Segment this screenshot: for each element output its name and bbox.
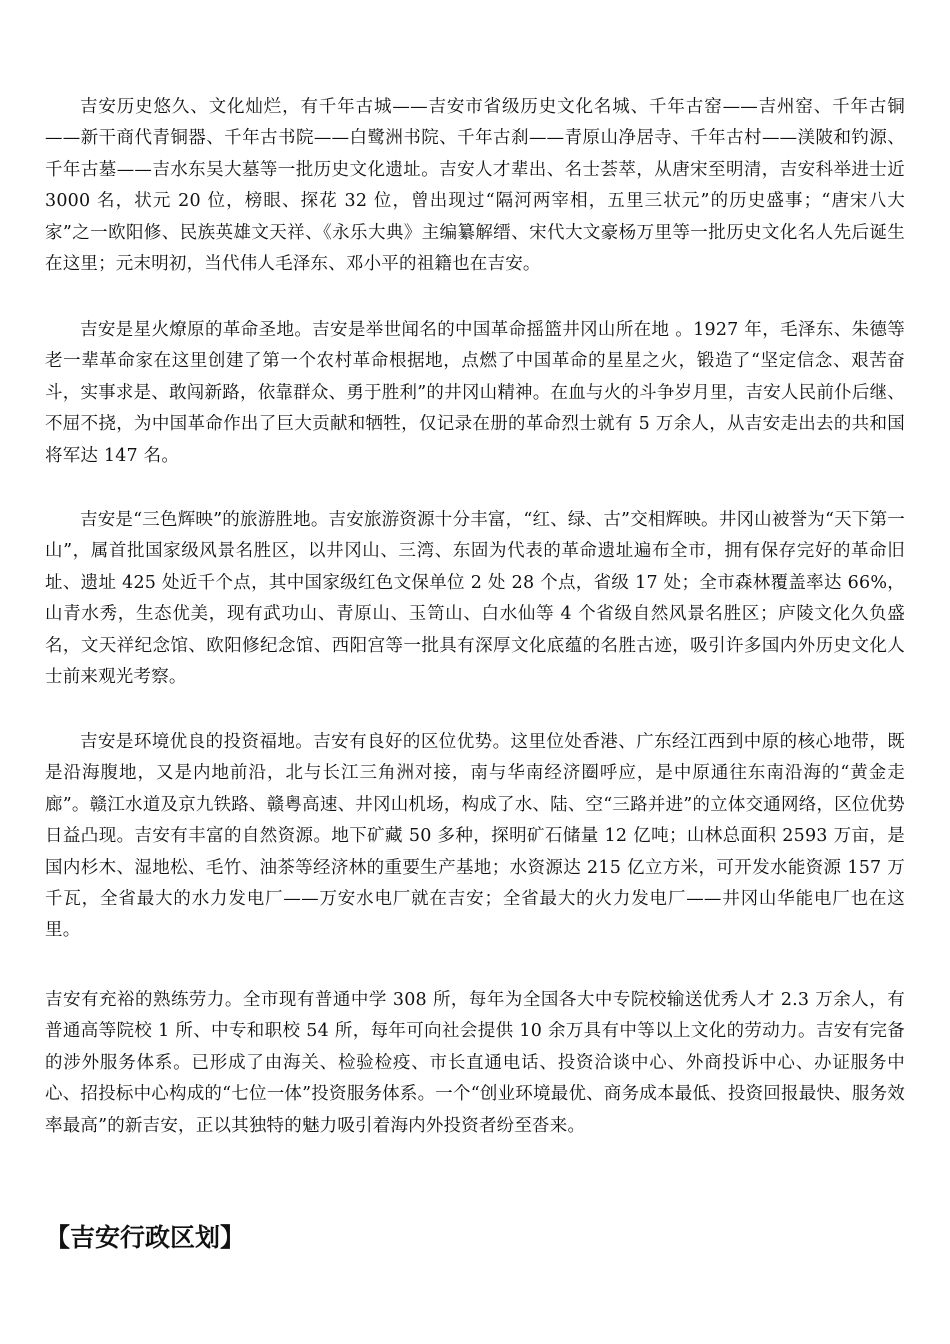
paragraph-tourism: 吉安是“三色辉映”的旅游胜地。吉安旅游资源十分丰富，“红、绿、古”交相辉映。井冈山被誉为“天下第一山”，属首批国家级风景名胜区，以井冈山、三湾、东固为代表的革命遗址遍布全市，拥有保存完好的革命旧址、遗址 425 处近千个点，其中国家级红色文保单位 2 处 28 个点，省级 17 处；全市森林覆盖率达 66%，山青水秀，生态优美，现有武功山、青原山、玉笥山、白水仙等 4 个省级自然风景名胜区；庐陵文化久负盛名，文天祥纪念馆、欧阳修纪念馆、西阳宫等一批具有深厚文化底蕴的名胜古迹，吸引许多国内外历史文化人士前来观光考察。 [45, 510, 905, 688]
paragraph-investment: 吉安是环境优良的投资福地。吉安有良好的区位优势。这里位处香港、广东经江西到中原的核心地带，既是沿海腹地，又是内地前沿，北与长江三角洲对接，南与华南经济圈呼应，是中原通往东南沿海的“黄金走廊”。赣江水道及京九铁路、赣粤高速、井冈山机场，构成了水、陆、空“三路并进”的立体交通网络，区位优势日益凸现。吉安有丰富的自然资源。地下矿藏 50 多种，探明矿石储量 12 亿吨；山林总面积 2593 万亩，是国内杉木、湿地松、毛竹、油茶等经济林的重要生产基地；水资源达 215 亿立方米，可开发水能资源 157 万千瓦，全省最大的水力发电厂——万安水电厂就在吉安；全省最大的火力发电厂——井冈山华能电厂也在这里。 [45, 732, 905, 941]
paragraph-history: 吉安历史悠久、文化灿烂，有千年古城——吉安市省级历史文化名城、千年古窑——吉州窑、千年古铜——新干商代青铜器、千年古书院——白鹭洲书院、千年古刹——青原山净居寺、千年古村——渼陂和钓源、千年古墓——吉水东吴大墓等一批历史文化遗址。吉安人才辈出、名士荟萃，从唐宋至明清，吉安科举进士近 3000 名，状元 20 位，榜眼、探花 32 位，曾出现过“隔河两宰相，五里三状元”的历史盛事；“唐宋八大家”之一欧阳修、民族英雄文天祥、《永乐大典》主编纂解缙、宋代大文豪杨万里等一批历史文化名人先后诞生在这里；元末明初，当代伟人毛泽东、邓小平的祖籍也在吉安。 [45, 97, 905, 275]
paragraph-revolution: 吉安是星火燎原的革命圣地。吉安是举世闻名的中国革命摇篮井冈山所在地 。1927 年，毛泽东、朱德等老一辈革命家在这里创建了第一个农村革命根据地，点燃了中国革命的星星之火，锻造了“坚定信念、艰苦奋斗，实事求是、敢闯新路，依靠群众、勇于胜利”的井冈山精神。在血与火的斗争岁月里，吉安人民前仆后继、不屈不挠，为中国革命作出了巨大贡献和牺牲，仅记录在册的革命烈士就有 5 万余人，从吉安走出去的共和国将军达 147 名。 [45, 320, 905, 466]
paragraph-labor-services: 吉安有充裕的熟练劳力。全市现有普通中学 308 所，每年为全国各大中专院校输送优秀人才 2.3 万余人，有普通高等院校 1 所、中专和职校 54 所，每年可向社会提供 10 余万具有中等以上文化的劳动力。吉安有完备的涉外服务体系。已形成了由海关、检验检疫、市长直通电话、投资洽谈中心、外商投诉中心、办证服务中心、招投标中心构成的“七位一体”投资服务体系。一个“创业环境最优、商务成本最低、投资回报最快、服务效率最高”的新吉安，正以其独特的魅力吸引着海内外投资者纷至沓来。 [45, 990, 905, 1136]
section-heading: 【吉安行政区划】 [45, 1223, 246, 1252]
